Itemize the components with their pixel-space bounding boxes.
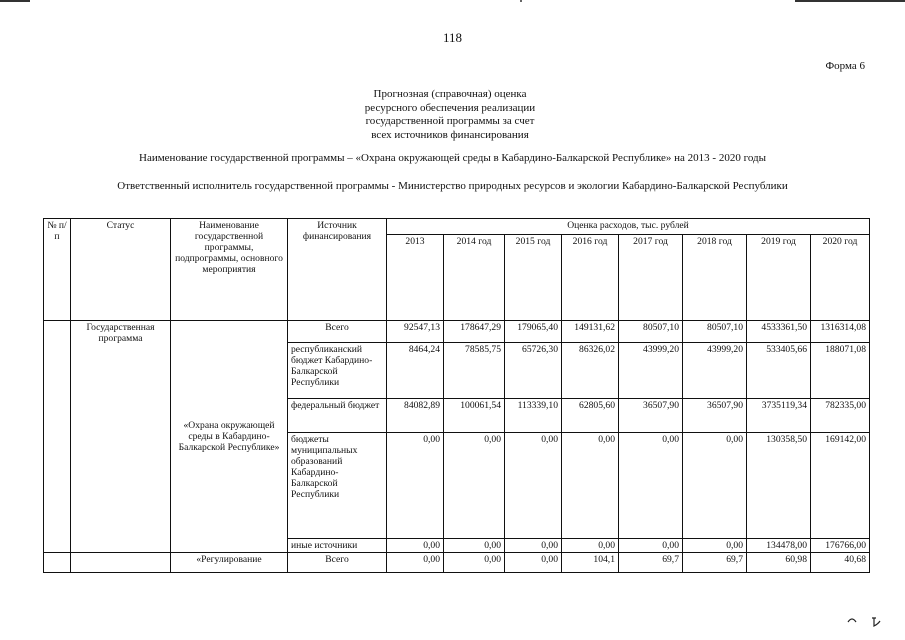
header-year: 2017 год bbox=[619, 235, 683, 321]
value-cell: 80507,10 bbox=[619, 321, 683, 343]
row-num bbox=[44, 321, 71, 553]
source-cell: Всего bbox=[288, 321, 387, 343]
header-row bbox=[44, 219, 870, 235]
header-estimate: Оценка расходов, тыс. рублей bbox=[387, 219, 870, 235]
header-year: 2014 год bbox=[444, 235, 505, 321]
value-cell: 0,00 bbox=[683, 539, 747, 553]
value-cell: 80507,10 bbox=[683, 321, 747, 343]
value-cell: 0,00 bbox=[387, 553, 444, 573]
measure-name: «Регулирование bbox=[171, 553, 288, 573]
row-status bbox=[71, 553, 171, 573]
scan-edge-mark-left bbox=[0, 0, 30, 2]
executor-line: Ответственный исполнитель государственной программы - Министерство природных ресурсов и экологии Кабардино-Балкарской Республики bbox=[117, 180, 788, 192]
value-cell: 0,00 bbox=[505, 539, 562, 553]
funding-table bbox=[43, 218, 870, 573]
value-cell: 84082,89 bbox=[387, 399, 444, 433]
row-num bbox=[44, 553, 71, 573]
title-line: всех источников финансирования bbox=[371, 128, 529, 141]
value-cell: 169142,00 bbox=[811, 433, 870, 539]
value-cell: 0,00 bbox=[619, 433, 683, 539]
value-cell: 104,1 bbox=[562, 553, 619, 573]
header-name: Наименование государственной программы, подпрограммы, основного мероприятия bbox=[171, 219, 288, 321]
header-year: 2018 год bbox=[683, 235, 747, 321]
value-cell: 43999,20 bbox=[683, 343, 747, 399]
value-cell: 36507,90 bbox=[683, 399, 747, 433]
value-cell: 0,00 bbox=[387, 539, 444, 553]
value-cell: 43999,20 bbox=[619, 343, 683, 399]
value-cell: 782335,00 bbox=[811, 399, 870, 433]
value-cell: 0,00 bbox=[619, 539, 683, 553]
scribble-icon bbox=[846, 612, 886, 628]
value-cell: 130358,50 bbox=[747, 433, 811, 539]
header-status: Статус bbox=[71, 219, 171, 321]
handwritten-mark bbox=[846, 612, 886, 631]
scan-dot bbox=[520, 0, 522, 2]
header-year: 2019 год bbox=[747, 235, 811, 321]
table-row-total bbox=[44, 321, 870, 343]
value-cell: 0,00 bbox=[444, 433, 505, 539]
document-title bbox=[300, 88, 600, 142]
value-cell: 3735119,34 bbox=[747, 399, 811, 433]
value-cell: 134478,00 bbox=[747, 539, 811, 553]
source-cell: федеральный бюджет bbox=[288, 399, 387, 433]
value-cell: 62805,60 bbox=[562, 399, 619, 433]
value-cell: 113339,10 bbox=[505, 399, 562, 433]
value-cell: 69,7 bbox=[619, 553, 683, 573]
value-cell: 0,00 bbox=[505, 553, 562, 573]
value-cell: 8464,24 bbox=[387, 343, 444, 399]
title-line: государственной программы за счет bbox=[365, 115, 535, 127]
value-cell: 36507,90 bbox=[619, 399, 683, 433]
program-name: «Охрана окружающей среды в Кабардино-Балкарской Республике» bbox=[171, 321, 288, 553]
value-cell: 0,00 bbox=[444, 539, 505, 553]
value-cell: 0,00 bbox=[562, 433, 619, 539]
value-cell: 4533361,50 bbox=[747, 321, 811, 343]
value-cell: 100061,54 bbox=[444, 399, 505, 433]
header-num: № п/п bbox=[44, 219, 71, 321]
scan-edge-mark-right bbox=[795, 0, 905, 2]
header-source: Источник финансирования bbox=[288, 219, 387, 321]
title-line: Прогнозная (справочная) оценка bbox=[373, 88, 527, 100]
header-year: 2016 год bbox=[562, 235, 619, 321]
program-status: Государственная программа bbox=[71, 321, 171, 553]
value-cell: 69,7 bbox=[683, 553, 747, 573]
value-cell: 178647,29 bbox=[444, 321, 505, 343]
value-cell: 1316314,08 bbox=[811, 321, 870, 343]
value-cell: 149131,62 bbox=[562, 321, 619, 343]
page-number: 118 bbox=[442, 30, 463, 45]
source-cell: бюджеты муниципальных образований Кабардино-Балкарской Республики bbox=[288, 433, 387, 539]
title-line: ресурсного обеспечения реализации bbox=[364, 101, 536, 114]
value-cell: 533405,66 bbox=[747, 343, 811, 399]
source-cell: иные источники bbox=[288, 539, 387, 553]
value-cell: 0,00 bbox=[562, 539, 619, 553]
value-cell: 65726,30 bbox=[505, 343, 562, 399]
table-row-regulation bbox=[44, 553, 870, 573]
header-year: 2020 год bbox=[811, 235, 870, 321]
value-cell: 0,00 bbox=[387, 433, 444, 539]
value-cell: 176766,00 bbox=[811, 539, 870, 553]
value-cell: 179065,40 bbox=[505, 321, 562, 343]
form-label: Форма 6 bbox=[825, 60, 865, 72]
value-cell: 86326,02 bbox=[562, 343, 619, 399]
program-name-line: Наименование государственной программы – «Охрана окружающей среды в Кабардино-Балкарской Республике» на 2013 - 2020 годы bbox=[139, 152, 766, 164]
source-cell: Всего bbox=[288, 553, 387, 573]
header-year: 2015 год bbox=[505, 235, 562, 321]
value-cell: 78585,75 bbox=[444, 343, 505, 399]
value-cell: 40,68 bbox=[811, 553, 870, 573]
value-cell: 0,00 bbox=[683, 433, 747, 539]
value-cell: 188071,08 bbox=[811, 343, 870, 399]
value-cell: 92547,13 bbox=[387, 321, 444, 343]
value-cell: 0,00 bbox=[444, 553, 505, 573]
header-year: 2013 bbox=[387, 235, 444, 321]
value-cell: 0,00 bbox=[505, 433, 562, 539]
source-cell: республиканский бюджет Кабардино-Балкарской Республики bbox=[288, 343, 387, 399]
value-cell: 60,98 bbox=[747, 553, 811, 573]
